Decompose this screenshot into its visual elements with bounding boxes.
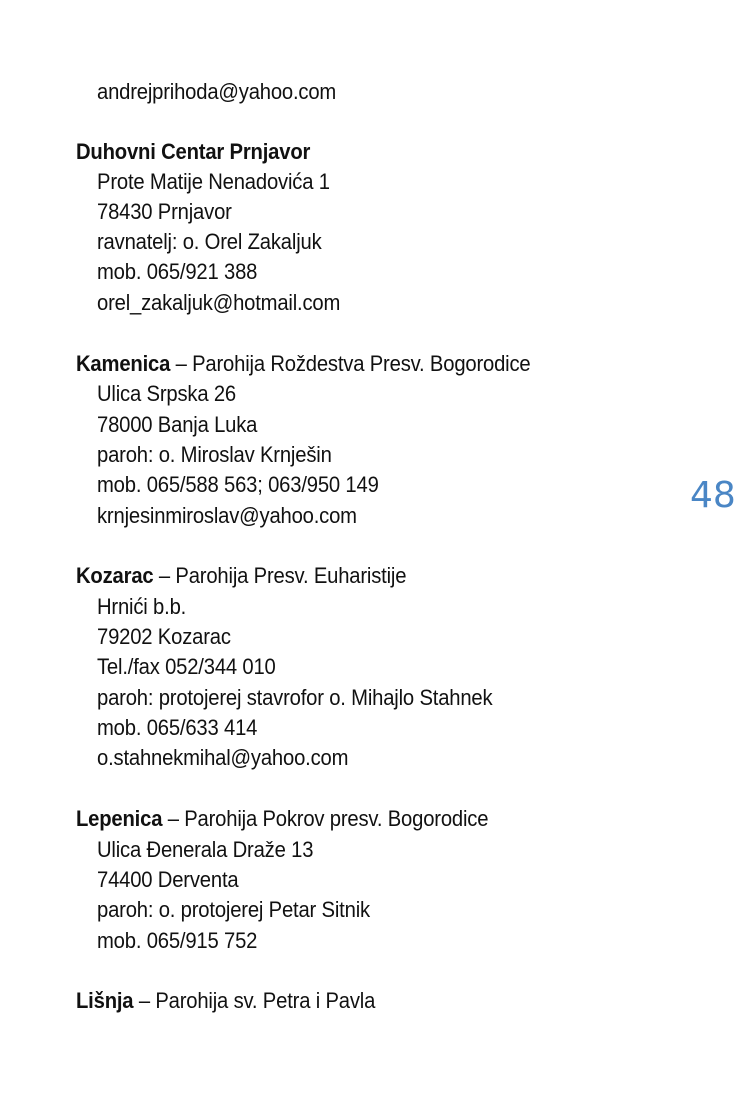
kozarac-address: Hrnići b.b.	[97, 594, 187, 619]
kamenica-desc: – Parohija Roždestva Presv. Bogorodice	[170, 351, 531, 376]
email-andrej: andrejprihoda@yahoo.com	[97, 79, 337, 104]
entry-heading-kamenica	[76, 349, 530, 379]
kozarac-tel: Tel./fax 052/344 010	[97, 654, 276, 679]
kozarac-phone: mob. 065/633 414	[97, 715, 258, 740]
duhovni-city: 78430 Prnjavor	[97, 199, 232, 224]
kozarac-city: 79202 Kozarac	[97, 624, 231, 649]
lepenica-city: 74400 Derventa	[97, 867, 239, 892]
lisnja-desc: – Parohija sv. Petra i Pavla	[133, 988, 376, 1013]
kozarac-name: Kozarac	[76, 563, 154, 588]
kozarac-desc: – Parohija Presv. Euharistije	[153, 563, 407, 588]
kamenica-email: krnjesinmiroslav@yahoo.com	[97, 503, 357, 528]
kozarac-email: o.stahnekmihal@yahoo.com	[97, 745, 349, 770]
lepenica-desc: – Parohija Pokrov presv. Bogorodice	[162, 806, 489, 831]
entry-heading-duhovni: Duhovni Centar Prnjavor	[76, 139, 311, 164]
page-number: 48	[690, 475, 736, 516]
lepenica-name: Lepenica	[76, 806, 163, 831]
entry-heading-lepenica	[76, 804, 488, 834]
lepenica-person: paroh: o. protojerej Petar Sitnik	[97, 897, 370, 922]
kamenica-phone: mob. 065/588 563; 063/950 149	[97, 472, 379, 497]
kamenica-city: 78000 Banja Luka	[97, 412, 258, 437]
entry-heading-kozarac	[76, 561, 406, 591]
duhovni-phone: mob. 065/921 388	[97, 259, 258, 284]
kamenica-name: Kamenica	[76, 351, 171, 376]
lisnja-name: Lišnja	[76, 988, 134, 1013]
kamenica-address: Ulica Srpska 26	[97, 381, 236, 406]
duhovni-person: ravnatelj: o. Orel Zakaljuk	[97, 229, 322, 254]
lepenica-phone: mob. 065/915 752	[97, 928, 258, 953]
kozarac-person: paroh: protojerej stavrofor o. Mihajlo Stahnek	[97, 685, 493, 710]
lepenica-address: Ulica Đenerala Draže 13	[97, 837, 314, 862]
entry-heading-lisnja	[76, 986, 375, 1016]
duhovni-email: orel_zakaljuk@hotmail.com	[97, 290, 341, 315]
kamenica-person: paroh: o. Miroslav Krnješin	[97, 442, 332, 467]
duhovni-address: Prote Matije Nenadovića 1	[97, 169, 330, 194]
